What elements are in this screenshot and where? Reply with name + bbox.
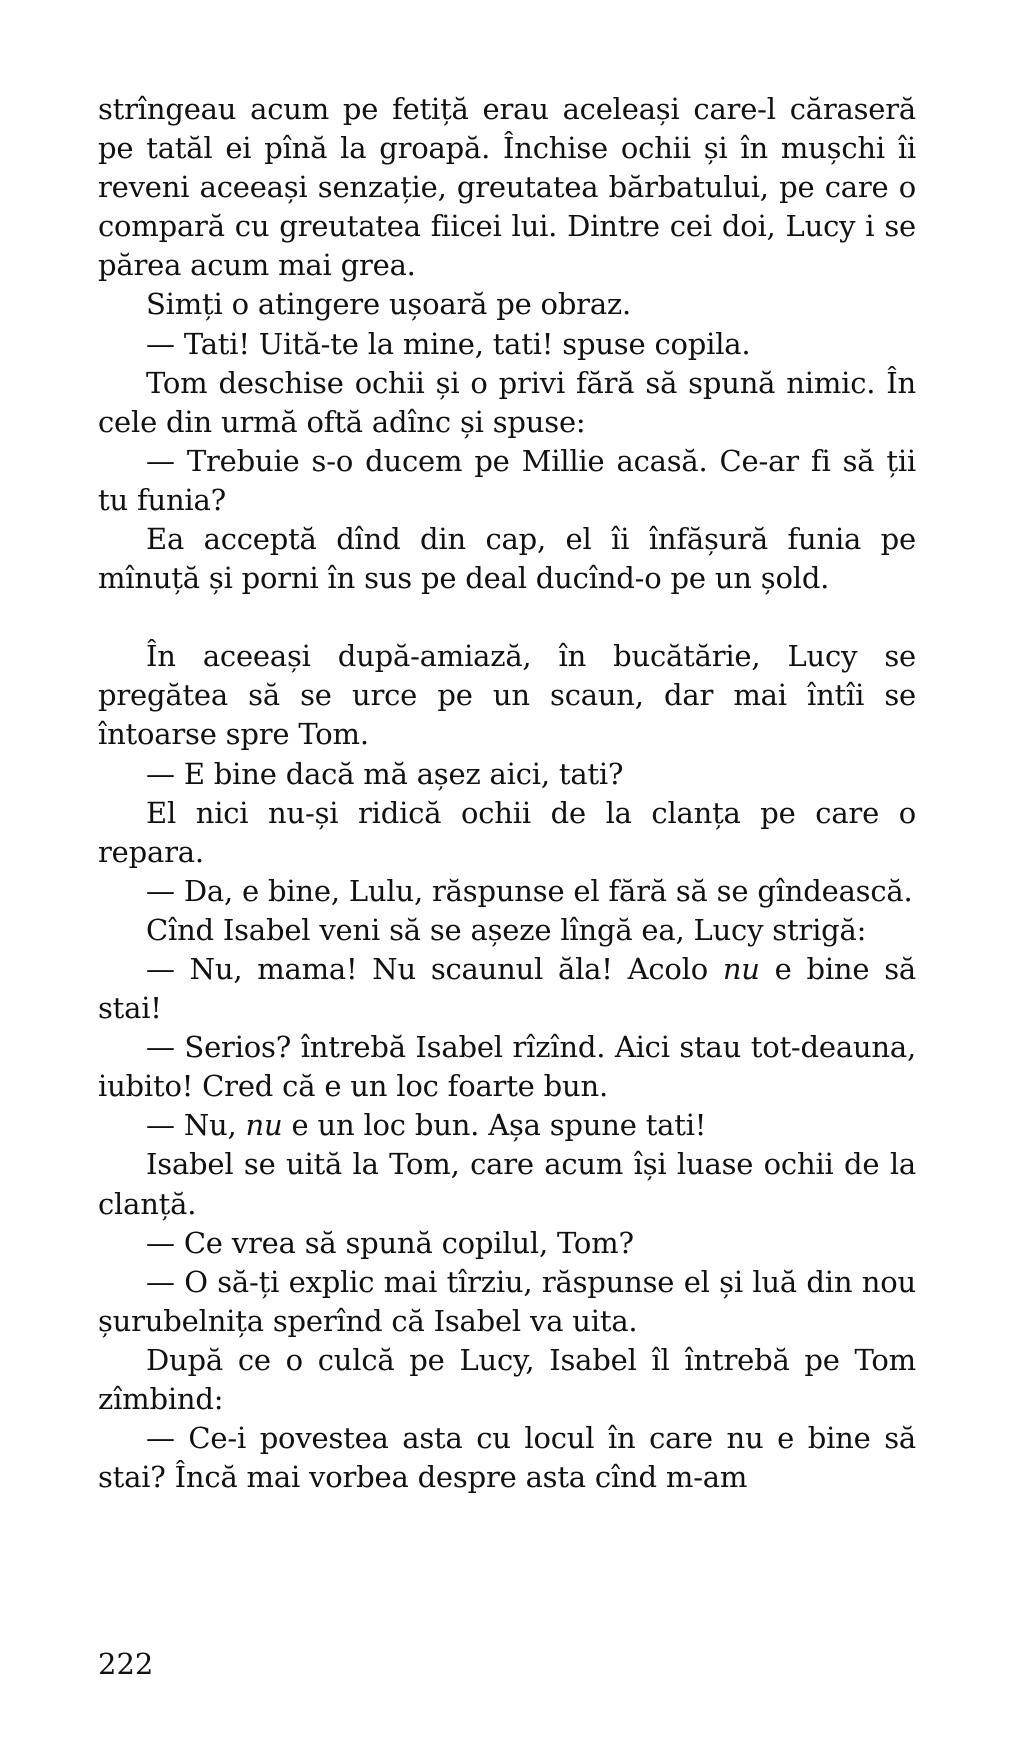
dialogue-line: [98, 950, 916, 1028]
dialogue-line: — Ce-i povestea asta cu locul în care nu e bine să stai? Încă mai vorbea despre asta cînd m-am: [98, 1421, 916, 1495]
dialogue-line: — Da, e bine, Lulu, răspunse el fără să se gîndească.: [146, 873, 913, 908]
dialogue-line: — O să-ți explic mai tîrziu, răspunse el și luă din nou șurubelnița sperînd că Isabel va uita.: [98, 1264, 916, 1338]
paragraph: El nici nu-și ridică ochii de la clanța pe care o repara.: [98, 795, 916, 869]
italic-emphasis: nu: [245, 1108, 283, 1143]
paragraph: Isabel se uită la Tom, care acum își luase ochii de la clanță.: [98, 1147, 916, 1221]
text-run: e un loc bun. Așa spune tati!: [282, 1108, 707, 1143]
paragraph: Tom deschise ochii și o privi fără să spună nimic. În cele din urmă oftă adînc și spuse:: [98, 365, 916, 439]
dialogue-line: — E bine dacă mă așez aici, tati?: [146, 756, 624, 791]
text-run: e bine să stai!: [98, 951, 917, 1026]
paragraph-section-start: În aceeași după-amiază, în bucătărie, Lucy se pregătea să se urce pe un scaun, dar mai întîi se întoarse spre Tom.: [98, 639, 916, 752]
paragraph: Ea acceptă dînd din cap, el îi înfășură funia pe mînuță și porni în sus pe deal ducînd-o pe un șold.: [98, 522, 916, 596]
body-text: [98, 90, 916, 1497]
text-run: — Nu, mama! Nu scaunul ăla! Acolo: [146, 951, 723, 986]
text-run: — Nu,: [146, 1108, 246, 1143]
dialogue-line: — Serios? întrebă Isabel rîzînd. Aici stau tot-deauna, iubito! Cred că e un loc foarte bun.: [98, 1030, 916, 1104]
paragraph: Simți o atingere ușoară pe obraz.: [146, 287, 632, 322]
dialogue-line: — Tati! Uită-te la mine, tati! spuse copila.: [146, 326, 751, 361]
page-number: 222: [98, 1647, 154, 1681]
paragraph: strîngeau acum pe fetiță erau aceleași care-l căraseră pe tatăl ei pînă la groapă. Închise ochii și în mușchi îi reveni aceeași senzație, greutatea bărbatului, pe care o compară cu greutatea fiicei lui. Dintre cei doi, Lucy i se părea acum mai grea.: [98, 92, 916, 283]
dialogue-line: [98, 1106, 916, 1145]
italic-emphasis: nu: [722, 951, 760, 986]
paragraph: După ce o culcă pe Lucy, Isabel îl întrebă pe Tom zîmbind:: [98, 1342, 916, 1416]
dialogue-line: — Trebuie s-o ducem pe Millie acasă. Ce-ar fi să ții tu funia?: [98, 443, 916, 517]
paragraph: Cînd Isabel veni să se așeze lîngă ea, Lucy strigă:: [146, 912, 867, 947]
dialogue-line: — Ce vrea să spună copilul, Tom?: [146, 1225, 634, 1260]
